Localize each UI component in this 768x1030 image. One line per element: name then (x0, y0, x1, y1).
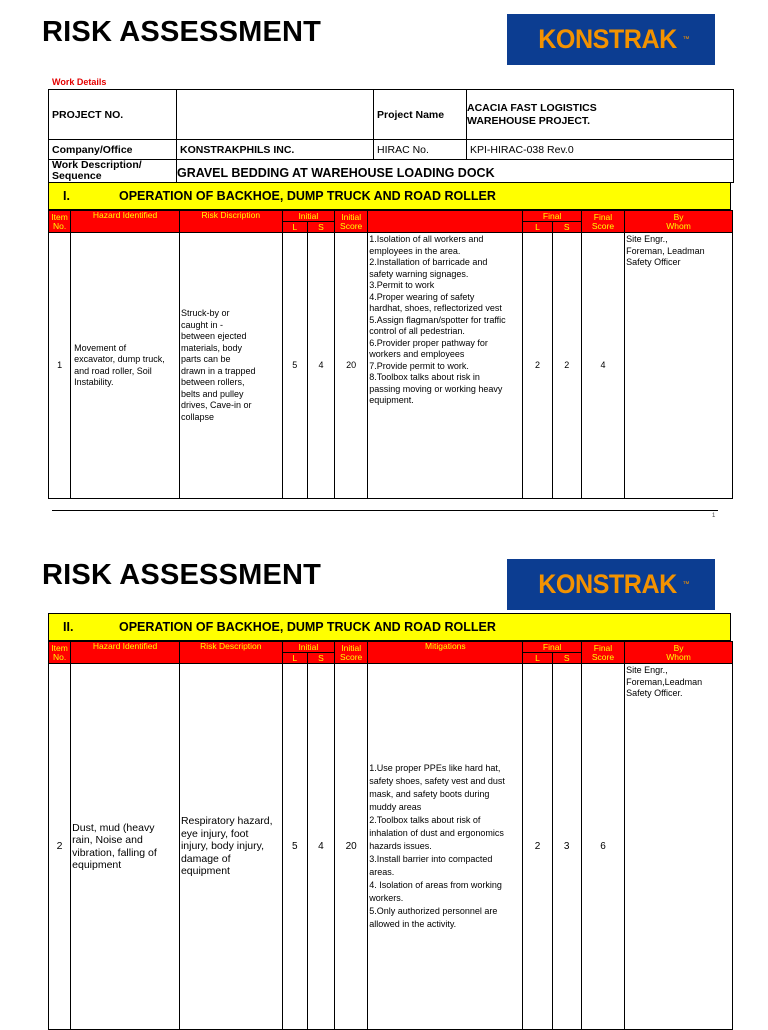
work-description-label-line: Sequence (52, 170, 102, 182)
by-whom-line: Site Engr., (626, 665, 668, 675)
hazard-line: Instability. (74, 377, 114, 387)
mitigation-line: 3.Permit to work (369, 280, 435, 290)
table-row (49, 664, 733, 1030)
work-description-label-line: Work Description/ (52, 159, 142, 171)
section-number: I. (63, 189, 70, 203)
header-text: No. (52, 651, 67, 662)
section-title: OPERATION OF BACKHOE, DUMP TRUCK AND ROAD ROLLER (119, 620, 496, 634)
item-number: 1 (49, 233, 71, 499)
mitigation-line: equipment. (369, 395, 414, 405)
risk-line: parts can be (180, 354, 231, 364)
header-row (49, 642, 733, 653)
logo-text: KONSTRAK (537, 569, 677, 599)
header-text: No. (52, 220, 67, 231)
initial-score: 20 (335, 664, 368, 1030)
risk-line: injury, body injury, (180, 840, 264, 853)
page-number: 1 (712, 513, 716, 519)
header-text: Score (340, 651, 363, 662)
header-row (49, 211, 733, 222)
page-title: RISK ASSESSMENT (42, 16, 322, 48)
hazard-line: rain, Noise and (72, 834, 143, 846)
hazard-cell (71, 664, 180, 1030)
header-by-whom (625, 642, 733, 664)
hazard-line: and road roller, Soil (74, 365, 152, 376)
mitigation-line: inhalation of dust and ergonomics (369, 828, 504, 838)
header-initial-l: L (282, 653, 307, 664)
work-details-label: Work Details (52, 77, 107, 87)
header-initial: Initial (282, 211, 334, 222)
by-whom-line: Foreman, Leadman (626, 245, 705, 256)
header-initial-score (335, 642, 368, 664)
header-text: Item (51, 642, 68, 653)
by-whom-cell (625, 233, 733, 499)
hazard-line: Dust, mud (heavy (72, 821, 155, 834)
header-final-s: S (552, 653, 581, 664)
header-item (49, 211, 71, 233)
mitigation-line: 5.Assign flagman/spotter for traffic (369, 314, 506, 325)
hirac-value: KPI-HIRAC-038 Rev.0 (467, 140, 734, 160)
mitigation-line: 1.Isolation of all workers and (369, 234, 484, 244)
header-text: Score (591, 220, 615, 231)
logo-tm: ™ (682, 581, 690, 588)
header-text: Initial (341, 211, 362, 222)
final-l: 2 (523, 233, 552, 499)
mitigations-cell (368, 664, 523, 1030)
header-text: Whom (666, 220, 691, 231)
risk-line: materials, body (180, 342, 242, 353)
risk-line: Struck-by or (180, 308, 230, 318)
final-score: 6 (581, 664, 624, 1030)
work-description-value: GRAVEL BEDDING AT WAREHOUSE LOADING DOCK (177, 160, 734, 183)
header-mitigations (368, 211, 523, 233)
header-text: Score (591, 651, 615, 662)
hazard-line: excavator, dump truck, (74, 354, 165, 364)
mitigation-line: workers and employees (369, 349, 465, 359)
konstrak-logo (507, 14, 715, 65)
company-label: Company/Office (49, 140, 177, 160)
project-name-value (467, 90, 734, 140)
header-item (49, 642, 71, 664)
header-text: Item (51, 211, 68, 222)
section-bar (48, 182, 731, 210)
mitigation-line: allowed in the activity. (369, 919, 457, 929)
mitigation-line: employees in the area. (369, 245, 461, 256)
risk-line: belts and pulley (180, 388, 244, 399)
mitigation-line: passing moving or working heavy (369, 383, 503, 394)
mitigation-line: 1.Use proper PPEs like hard hat, (369, 763, 501, 773)
by-whom-line: Site Engr., (626, 234, 668, 244)
header-final-l: L (523, 653, 552, 664)
header-text: Whom (666, 651, 691, 662)
mitigation-line: 5.Only authorized personnel are (369, 906, 498, 916)
header-text: Initial (341, 642, 362, 653)
risk-line: drives, Cave-in or (180, 400, 252, 410)
item-number: 2 (49, 664, 71, 1030)
mitigations-cell (368, 233, 523, 499)
header-initial-s: S (307, 222, 334, 233)
initial-l: 5 (282, 664, 307, 1030)
section-title: OPERATION OF BACKHOE, DUMP TRUCK AND ROAD ROLLER (119, 189, 496, 203)
header-text: Final (593, 642, 613, 653)
final-score: 4 (581, 233, 624, 499)
risk-line: caught in - (180, 319, 223, 330)
header-initial-l: L (282, 222, 307, 233)
by-whom-line: Foreman,Leadman (626, 676, 703, 687)
header-text: Final (593, 211, 613, 222)
header-final-s: S (552, 222, 581, 233)
page-footer-line (52, 510, 718, 511)
mitigation-line: hardhat, shoes, reflectorized vest (369, 303, 502, 313)
hirac-label: HIRAC No. (374, 140, 467, 160)
header-text: Score (340, 220, 363, 231)
project-no-label: PROJECT NO. (49, 90, 177, 140)
mitigation-line: workers. (369, 893, 404, 903)
work-details-table (48, 89, 734, 183)
risk-table (48, 210, 733, 499)
mitigation-line: mask, and safety boots during (369, 789, 490, 799)
risk-line: equipment (180, 865, 230, 878)
header-mitigations: Mitigations (368, 642, 523, 664)
header-text: By (673, 211, 684, 222)
project-name-label: Project Name (374, 90, 467, 140)
header-risk: Risk Description (179, 642, 282, 664)
mitigation-line: 8.Toolbox talks about risk in (369, 372, 480, 382)
risk-line: between ejected (180, 331, 247, 341)
risk-line: drawn in a trapped (180, 365, 256, 376)
section-bar (48, 613, 731, 641)
by-whom-line: Safety Officer. (626, 688, 683, 698)
hazard-line: equipment (72, 859, 122, 871)
header-hazard: Hazard Identified (71, 642, 180, 664)
mitigation-line: 2.Installation of barricade and (369, 257, 488, 267)
mitigation-line: 6.Provider proper pathway for (369, 337, 488, 348)
initial-score: 20 (335, 233, 368, 499)
project-name-line: WAREHOUSE PROJECT. (467, 114, 591, 127)
section-number: II. (63, 620, 74, 634)
mitigation-line: 3.Install barrier into compacted (369, 854, 493, 864)
hazard-cell (71, 233, 180, 499)
project-name-line: ACACIA FAST LOGISTICS (467, 101, 597, 114)
final-s: 2 (552, 233, 581, 499)
mitigation-line: control of all pedestrian. (369, 326, 465, 336)
table-row (49, 233, 733, 499)
project-no-value (177, 90, 374, 140)
by-whom-cell (625, 664, 733, 1030)
risk-cell (179, 233, 282, 499)
page-title: RISK ASSESSMENT (42, 559, 322, 591)
work-description-label (49, 160, 177, 183)
mitigation-line: 4. Isolation of areas from working (369, 880, 502, 890)
header-final-score (581, 211, 624, 233)
konstrak-logo (507, 559, 715, 610)
header-initial: Initial (282, 642, 334, 653)
mitigation-line: 2.Toolbox talks about risk of (369, 815, 481, 825)
header-initial-score (335, 211, 368, 233)
header-by-whom (625, 211, 733, 233)
mitigation-line: hazards issues. (369, 841, 432, 851)
header-initial-s: S (307, 653, 334, 664)
mitigation-line: areas. (369, 867, 395, 877)
risk-cell (179, 664, 282, 1030)
risk-table (48, 641, 733, 1030)
by-whom-line: Safety Officer (626, 257, 681, 267)
header-final-score (581, 642, 624, 664)
risk-line: collapse (180, 411, 214, 422)
header-final: Final (523, 211, 581, 222)
mitigation-line: safety shoes, safety vest and dust (369, 776, 505, 786)
risk-line: Respiratory hazard, (180, 815, 273, 828)
final-s: 3 (552, 664, 581, 1030)
mitigation-line: muddy areas (369, 802, 422, 812)
final-l: 2 (523, 664, 552, 1030)
header-final-l: L (523, 222, 552, 233)
initial-s: 4 (307, 233, 334, 499)
risk-line: damage of (180, 852, 231, 865)
mitigation-line: safety warning signages. (369, 268, 469, 279)
header-final: Final (523, 642, 581, 653)
company-value: KONSTRAKPHILS INC. (177, 140, 374, 160)
risk-line: between rollers, (180, 377, 245, 387)
logo-tm: ™ (682, 36, 690, 43)
mitigation-line: 4.Proper wearing of safety (369, 291, 475, 302)
hazard-line: Movement of (74, 342, 127, 353)
header-risk: Risk Discription (179, 211, 282, 233)
initial-l: 5 (282, 233, 307, 499)
risk-line: eye injury, foot (180, 827, 249, 840)
hazard-line: vibration, falling of (72, 846, 157, 859)
header-hazard: Hazard Identified (71, 211, 180, 233)
initial-s: 4 (307, 664, 334, 1030)
logo-text: KONSTRAK (537, 24, 677, 54)
header-text: By (673, 642, 684, 653)
mitigation-line: 7.Provide permit to work. (369, 360, 469, 371)
